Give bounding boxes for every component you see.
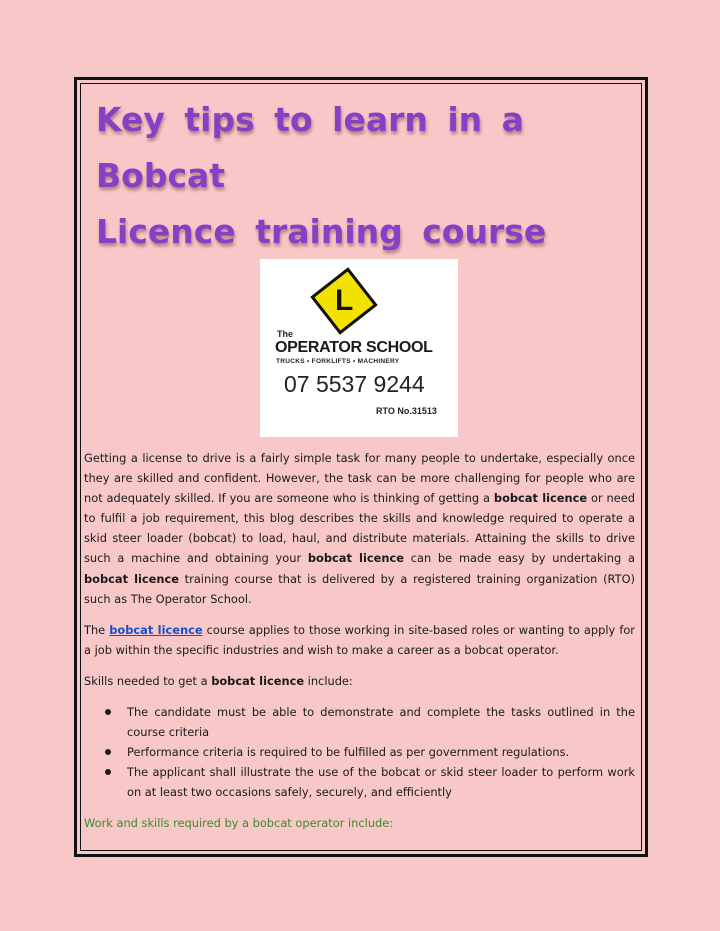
list-item <box>84 702 635 742</box>
bullet-icon <box>105 769 111 775</box>
paragraph-intro <box>84 448 635 609</box>
list-item <box>84 742 635 762</box>
skills-list <box>84 702 635 802</box>
skills-bold: bobcat licence <box>211 673 305 688</box>
logo-rto: RTO No.31513 <box>376 406 437 416</box>
intro-text-1: Getting a license to drive is a fairly simple task for many people to undertake, especially once they are skilled and confident. However, the task can be more challenging for people who are not adequately skilled. If you are someone who is thinking of getting a <box>84 451 635 506</box>
paragraph-skills <box>84 671 635 691</box>
skills-text-1: Skills needed to get a <box>84 673 212 688</box>
list-item-text: The candidate must be able to demonstrate and complete the tasks outlined in the course criteria <box>127 705 635 740</box>
intro-text-3: can be made easy by undertaking a <box>403 551 635 566</box>
paragraph-course <box>84 620 635 660</box>
intro-bold-2: bobcat licence <box>307 551 404 566</box>
intro-text-2: or need to fulfil a job requirement, this blog describes the skills and knowledge required to operate a skid steer loader (bobcat) to load, haul, and distribute materials. Attaining the skills to drive such a machine and obtaining your <box>84 491 636 566</box>
intro-text-4: training course that is delivered by a registered training organization (RTO) such as The Operator School. <box>84 571 635 606</box>
list-item-text: The applicant shall illustrate the use of the bobcat or skid steer loader to perform work on at least two occasions safely, securely, and efficiently <box>127 765 635 800</box>
course-text-1: The <box>84 622 110 637</box>
skills-text-2: include: <box>304 673 353 688</box>
article-body <box>84 448 635 844</box>
course-text-2: course applies to those working in site-based roles or wanting to apply for a job within the specific industries and wish to make a career as a bobcat operator. <box>84 622 635 657</box>
intro-bold-1: bobcat licence <box>493 491 588 506</box>
learner-plate-letter: L <box>334 284 354 318</box>
list-item-text: Performance criteria is required to be fulfilled as per government regulations. <box>127 745 570 760</box>
logo-the: The <box>277 329 294 339</box>
logo-tagline: TRUCKS • FORKLIFTS • MACHINERY <box>276 358 400 365</box>
logo-phone: 07 5537 9244 <box>284 371 425 397</box>
logo-name: OPERATOR SCHOOL <box>275 339 433 356</box>
bullet-icon <box>105 749 111 755</box>
list-item <box>84 762 635 802</box>
paragraph-work-heading: Work and skills required by a bobcat operator include: <box>84 815 394 830</box>
title-line-1: Key tips to learn in a Bobcat <box>96 100 524 195</box>
bobcat-licence-link[interactable]: bobcat licence <box>109 622 203 637</box>
intro-bold-3: bobcat licence <box>84 571 179 586</box>
operator-school-logo <box>260 259 458 437</box>
page-title <box>96 92 636 260</box>
learner-plate-icon <box>310 267 377 334</box>
title-line-2: Licence training course <box>96 212 547 251</box>
bullet-icon <box>105 709 111 715</box>
